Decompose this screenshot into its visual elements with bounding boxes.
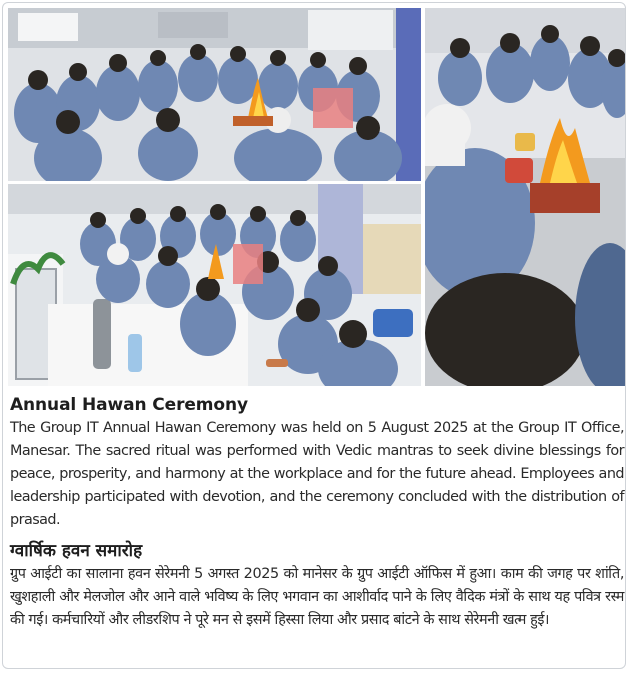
article-body-english: The Group IT Annual Hawan Ceremony was held on 5 August 2025 at the Group IT Office, Manesar. The sacred ritual was performed with Vedic mantras to seek divine blessings for peace, prosperity, and harmony at the workplace and for the future ahead. Employees and leadership participated with devotion, and the ceremony concluded with the distribution of prasad.: [10, 420, 624, 528]
article-title-english: Annual Hawan Ceremony: [10, 395, 248, 415]
article-title-hindi: ग्वार्षिक हवन समारोह: [10, 541, 143, 561]
photo-collage: [8, 8, 626, 386]
group-seated-photo: [8, 8, 421, 181]
hawan-fire-closeup-photo: [425, 8, 626, 386]
article-body-hindi: ग्रुप आईटी का सालाना हवन सेरेमनी 5 अगस्त 2025 को मानेसर के ग्रुप आईटी ऑफिस में हुआ। काम की जगह पर शांति, खुशहाली और मेलजोल और आने वाले भविष्य के लिए भगवान का आशीर्वाद पाने के लिए वैदिक मंत्रों के साथ यह पवित्र रस्म की गई। कर्मचारियों और लीडरशिप ने पूरे मन से इसमें हिस्सा लिया और प्रसाद बांटने के साथ सेरेमनी खत्म हुई।: [10, 566, 624, 628]
office-ceremony-photo: [8, 184, 421, 386]
article-text: [10, 391, 624, 632]
article-card: [2, 2, 626, 669]
